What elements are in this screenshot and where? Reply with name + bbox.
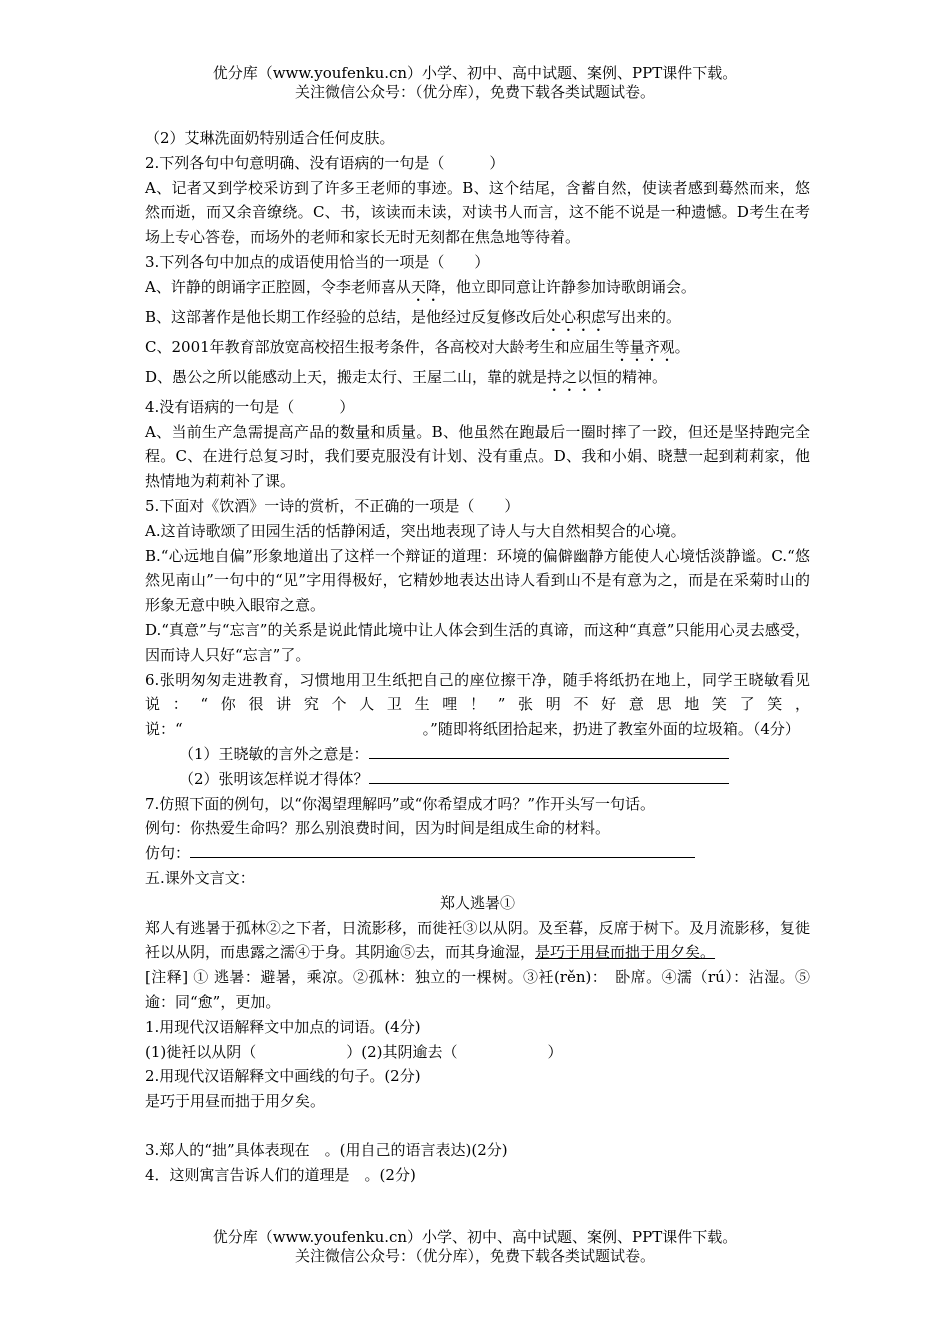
passage-question-2: 2.用现代汉语解释文中画线的句子。(2分): [145, 1067, 421, 1086]
question-3-option-c: C、2001年教育部放宽高校招生报考条件，各高校对大龄考生和应届生等量齐观。: [145, 337, 690, 356]
passage-question-1: 1.用现代汉语解释文中加点的词语。(4分): [145, 1017, 421, 1036]
passage-question-4: 4．这则寓言告诉人们的道理是 。(2分): [145, 1165, 416, 1184]
passage-title: 郑人逃暑①: [439, 893, 515, 912]
question-3: 3.下列各句中加点的成语使用恰当的一项是（ ）: [145, 252, 490, 271]
question-5: 5.下面对《饮酒》一诗的赏析，不正确的一项是（ ）: [145, 496, 520, 515]
passage-notes: [注释] ① 逃暑：避暑，乘凉。②孤林：独立的一棵树。③衽(rěn)： 卧席。④濡（rú）：沾湿。⑤逾：同“愈”，更加。: [145, 968, 810, 1011]
document-body: [145, 126, 810, 1187]
emphasis-idiom: 天降: [410, 277, 441, 296]
footer-line-2: 关注微信公众号：（优分库），免费下载各类试题试卷。: [294, 1247, 655, 1265]
question-4: 4.没有语病的一句是（ ）: [145, 397, 355, 416]
passage-question-3: 3.郑人的“拙”具体表现在 。(用自己的语言表达)(2分): [145, 1140, 508, 1159]
passage-question-1-items: (1)徙衽以从阴（ ）(2)其阴逾去（ ）: [145, 1042, 563, 1061]
answer-blank[interactable]: [369, 767, 729, 784]
question-6: 6.张明匆匆走进教育，习惯地用卫生纸把自己的座位擦干净，随手将纸扔在地上，同学王晓敏看见说：“你很讲究个人卫生哩！”张明不好意思地笑了笑，说：“ 。”随即将纸团拾起来，扔进了教室外面的垃圾箱。（4分）: [145, 670, 810, 739]
page-footer: [0, 1228, 950, 1266]
footer-line-1: 优分库（www.youfenku.cn）小学、初中、高中试题、案例、PPT课件下载。: [212, 1228, 738, 1246]
question-7: 7.仿照下面的例句，以“你渴望理解吗”或“你希望成才吗？”作开头写一句话。: [145, 794, 655, 813]
question-6-part-2: （2）张明该怎样说才得体？: [145, 767, 810, 792]
question-5-option-a: A.这首诗歌颂了田园生活的恬静闲适，突出地表现了诗人与大自然相契合的心境。: [145, 521, 686, 540]
question-3-option-d: D、愚公之所以能感动上天，搬走太行、王屋二山，靠的就是持之以恒的精神。: [145, 367, 668, 386]
header-line-2: 关注微信公众号：（优分库），免费下载各类试题试卷。: [294, 83, 655, 101]
section-5-heading: 五.课外文言文：: [145, 868, 255, 887]
question-3-option-a: A、许静的朗诵字正腔圆，令李老师喜从天降，他立即同意让许静参加诗歌朗诵会。: [145, 277, 696, 296]
passage-question-2-sentence: 是巧于用昼而拙于用夕矣。: [145, 1092, 326, 1111]
emphasis-idiom: 等量齐观: [614, 337, 675, 356]
emphasis-idiom: 处心积虑: [546, 307, 607, 326]
question-6-part-1: （1）王晓敏的言外之意是：: [145, 742, 810, 767]
question-7-example: 例句：你热爱生命吗？那么别浪费时间，因为时间是组成生命的材料。: [145, 819, 611, 838]
question-3-option-b: B、这部著作是他长期工作经验的总结，是他经过反复修改后处心积虑写出来的。: [145, 307, 682, 326]
header-line-1: 优分库（www.youfenku.cn）小学、初中、高中试题、案例、PPT课件下载。: [212, 64, 738, 82]
text-line: （2）艾琳洗面奶特别适合任何皮肤。: [145, 129, 395, 147]
question-2-options: A、记者又到学校采访到了许多王老师的事迹。B、这个结尾，含蓄自然，使读者感到蓦然而来，悠然而逝，而又余音缭绕。C、书，该读而未读，对读书人而言，这不能不说是一种遗憾。D考生在考场上专心答卷，而场外的老师和家长无时无刻都在焦急地等待着。: [145, 178, 810, 247]
spacer: [145, 1114, 810, 1138]
question-4-options: A、当前生产急需提高产品的数量和质量。B、他虽然在跑最后一圈时摔了一跤，但还是坚持跑完全程。C、在进行总复习时，我们要克服没有计划、没有重点。D、我和小娟、晓慧一起到莉莉家，他热情地为莉莉补了课。: [145, 422, 810, 491]
emphasis-idiom: 持之以恒: [547, 367, 608, 386]
answer-blank[interactable]: [369, 742, 729, 759]
question-2: 2.下列各句中句意明确、没有语病的一句是（ ）: [145, 153, 505, 172]
question-7-answer: 仿句：: [145, 841, 810, 866]
question-5-option-bc: B.“心远地自偏”形象地道出了这样一个辩证的道理：环境的偏僻幽静方能使人心境恬淡静谧。C.“悠然见南山”一句中的“见”字用得极好，它精妙地表达出诗人看到山不是有意为之，而是在采菊时山的形象无意中映入眼帘之意。: [145, 546, 810, 615]
passage-text: 郑人有逃暑于孤林②之下者，日流影移，而徙衽③以从阴。及至暮，反席于树下。及月流影移，复徙衽以从阴，而患露之濡④于身。其阴逾⑤去，而其身逾湿，是巧于用昼而拙于用夕矣。: [145, 918, 810, 962]
page-header: [0, 64, 950, 102]
answer-blank[interactable]: [190, 841, 695, 858]
underlined-sentence: 是巧于用昼而拙于用夕矣。: [535, 943, 716, 962]
question-5-option-d: D.“真意”与“忘言”的关系是说此情此境中让人体会到生活的真谛，而这种“真意”只能用心灵去感受，因而诗人只好“忘言”了。: [145, 620, 810, 664]
